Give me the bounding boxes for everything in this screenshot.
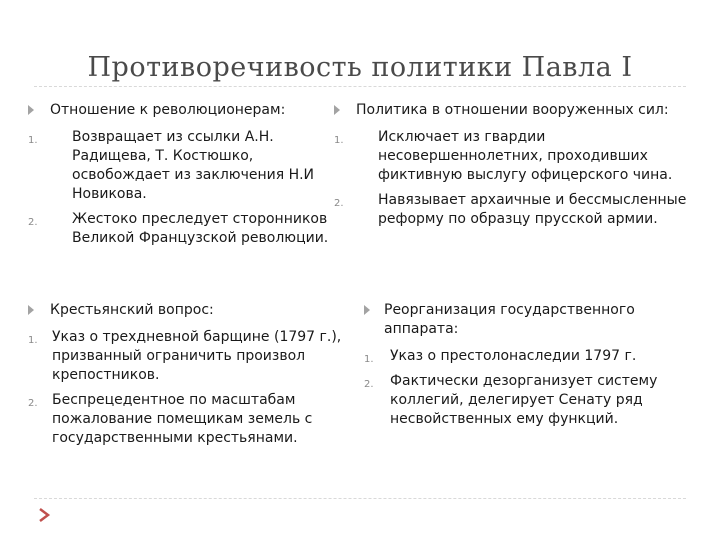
item-text: Исключает из гвардии несовершеннолетних, проходивших фиктивную выслугу офицерского чина. — [378, 129, 673, 183]
item-text: Указ о трехдневной барщине (1797 г.), призванный ограничить произвол крепостников. — [52, 329, 342, 383]
section-heading-text: Крестьянский вопрос: — [50, 302, 214, 318]
item-number: 2. — [334, 198, 344, 209]
triangle-bullet-icon — [364, 305, 370, 315]
top-divider — [34, 86, 686, 87]
item-text: Беспрецедентное по масштабам пожалование помещикам земель с государственными крестьянами. — [52, 392, 313, 446]
red-arrow-icon — [38, 508, 52, 522]
triangle-bullet-icon — [28, 305, 34, 315]
section-heading-text: Реорганизация государственного аппарата: — [384, 302, 635, 337]
section-heading — [334, 101, 700, 120]
section-peasant-question — [28, 301, 350, 454]
list-item — [28, 210, 334, 248]
section-heading — [28, 301, 350, 320]
triangle-bullet-icon — [28, 105, 34, 115]
list-item — [364, 372, 694, 429]
list-item — [28, 391, 350, 448]
section-heading-text: Политика в отношении вооруженных сил: — [356, 102, 669, 118]
list-item — [364, 347, 694, 366]
page-title: Противоречивость политики Павла I — [87, 52, 633, 83]
list-item — [334, 191, 700, 229]
item-number: 1. — [28, 335, 38, 346]
section-heading — [28, 101, 334, 120]
bottom-divider — [34, 498, 686, 499]
item-number: 1. — [334, 135, 344, 146]
item-number: 2. — [364, 379, 374, 390]
item-number: 1. — [28, 135, 38, 146]
item-number: 2. — [28, 217, 38, 228]
section-armed-forces — [334, 101, 700, 235]
item-text: Указ о престолонаследии 1797 г. — [390, 348, 637, 364]
item-number: 2. — [28, 398, 38, 409]
section-heading — [364, 301, 694, 339]
item-text: Жестоко преследует сторонников Великой Французской революции. — [72, 211, 329, 246]
section-revolutionaries — [28, 101, 334, 254]
section-state-apparatus — [364, 301, 694, 435]
list-item — [28, 128, 334, 204]
list-item — [28, 328, 350, 385]
item-number: 1. — [364, 354, 374, 365]
triangle-bullet-icon — [334, 105, 340, 115]
item-text: Возвращает из ссылки А.Н. Радищева, Т. Костюшко, освобождает из заключения Н.И Новикова. — [72, 129, 315, 202]
list-item — [334, 128, 700, 185]
item-text: Навязывает архаичные и бессмысленные реформу по образцу прусской армии. — [378, 192, 687, 227]
item-text: Фактически дезорганизует систему коллегий, делегирует Сенату ряд несвойственных ему функций. — [390, 373, 658, 427]
section-heading-text: Отношение к революционерам: — [50, 102, 286, 118]
